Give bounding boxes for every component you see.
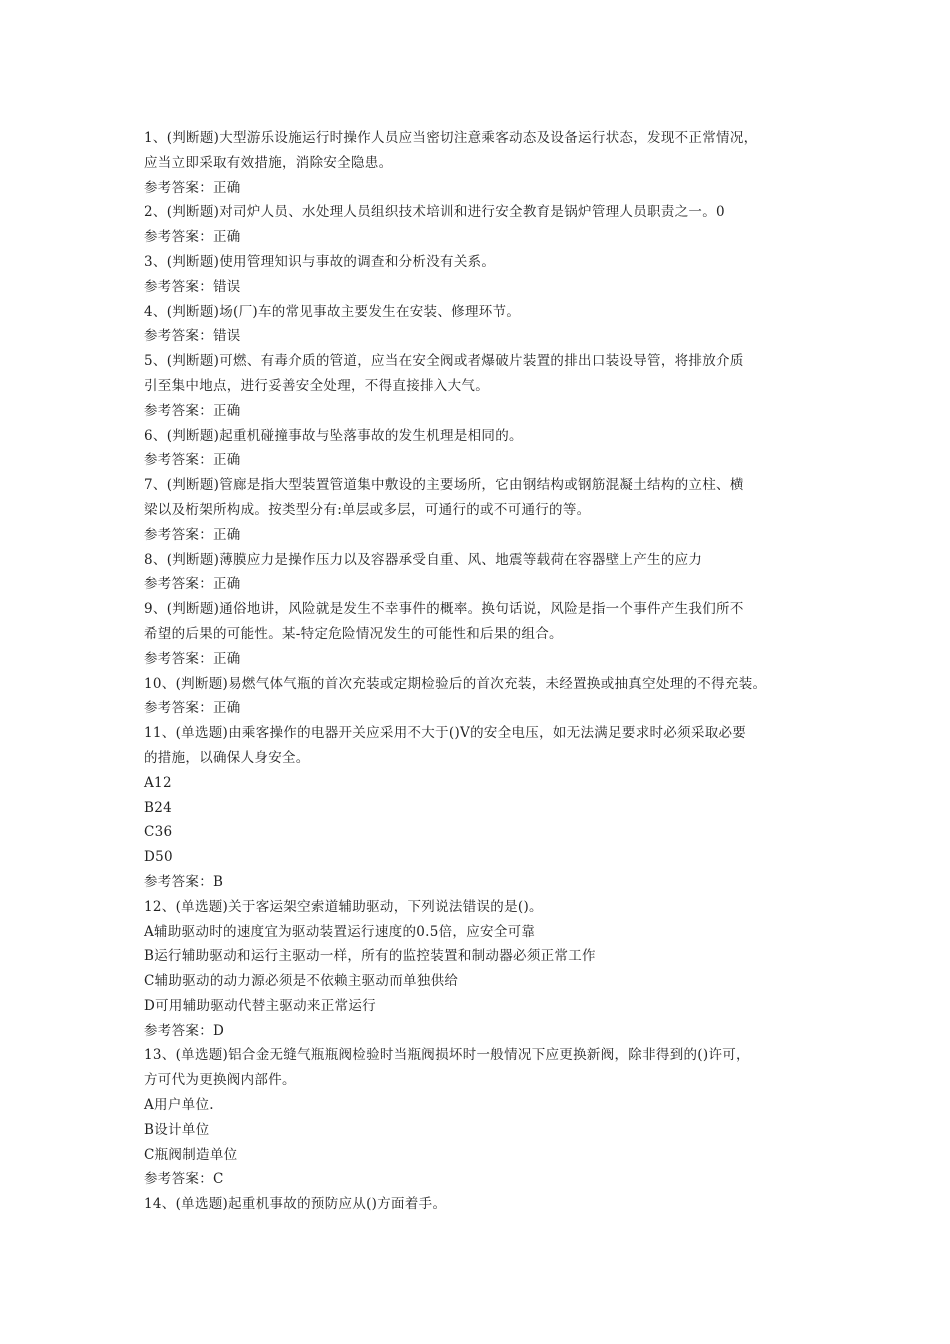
answer-line: 参考答案：正确 <box>144 576 241 593</box>
question-line: 9、(判断题)通俗地讲，风险就是发生不幸事件的概率。换句话说，风险是指一个事件产生我们所不 <box>144 601 744 618</box>
question-line: 11、(单选题)由乘客操作的电器开关应采用不大于()V的安全电压，如无法满足要求时必须采取必要 <box>144 725 747 742</box>
answer-line: 参考答案：正确 <box>144 650 241 667</box>
question-line: 12、(单选题)关于客运架空索道辅助驱动，下列说法错误的是()。 <box>144 898 543 915</box>
question-line: 1、(判断题)大型游乐设施运行时操作人员应当密切注意乘客动态及设备运行状态，发现不正常情况， <box>144 130 758 146</box>
question-line: 3、(判断题)使用管理知识与事故的调查和分析没有关系。 <box>144 253 496 270</box>
option-line: D50 <box>144 849 173 866</box>
answer-line: 参考答案：正确 <box>144 526 241 543</box>
answer-line: 参考答案：D <box>144 1022 225 1039</box>
option-line: B24 <box>144 799 172 816</box>
answer-line: 参考答案：错误 <box>144 328 241 345</box>
option-line: A12 <box>144 774 172 791</box>
question-line: 7、(判断题)管廊是指大型装置管道集中敷设的主要场所，它由钢结构或钢筋混凝土结构的立柱、横 <box>144 477 744 494</box>
text-line: 梁以及桁架所构成。按类型分有:单层或多层，可通行的或不可通行的等。 <box>144 501 591 518</box>
question-line: 6、(判断题)起重机碰撞事故与坠落事故的发生机理是相同的。 <box>144 427 523 444</box>
text-line: 的措施，以确保人身安全。 <box>144 749 310 766</box>
document-body <box>144 126 834 1217</box>
question-line: 10、(判断题)易燃气体气瓶的首次充装或定期检验后的首次充装，未经置换或抽真空处理的不得充装。 <box>144 675 767 692</box>
question-line: 14、(单选题)起重机事故的预防应从()方面着手。 <box>144 1196 447 1213</box>
text-line: 应当立即采取有效措施，消除安全隐患。 <box>144 154 393 171</box>
question-line: 13、(单选题)铝合金无缝气瓶瓶阀检验时当瓶阀损坏时一般情况下应更换新阀，除非得到的()许可， <box>144 1047 750 1064</box>
option-line: C36 <box>144 824 173 841</box>
answer-line: 参考答案：正确 <box>144 402 241 419</box>
answer-line: 参考答案：正确 <box>144 179 241 196</box>
option-line: D可用辅助驱动代替主驱动来正常运行 <box>144 997 376 1014</box>
option-line: B设计单位 <box>144 1121 210 1138</box>
text-line: 希望的后果的可能性。某-特定危险情况发生的可能性和后果的组合。 <box>144 625 563 642</box>
answer-line: 参考答案：正确 <box>144 700 241 717</box>
answer-line: 参考答案：正确 <box>144 452 241 469</box>
text-line: 引至集中地点，进行妥善安全处理，不得直接排入大气。 <box>144 377 489 394</box>
option-line: C辅助驱动的动力源必须是不依赖主驱动而单独供给 <box>144 973 459 990</box>
question-line: 5、(判断题)可燃、有毒介质的管道，应当在安全阀或者爆破片装置的排出口装设导管，将排放介质 <box>144 353 744 370</box>
question-line: 8、(判断题)薄膜应力是操作压力以及容器承受自重、风、地震等载荷在容器壁上产生的应力 <box>144 551 703 568</box>
option-line: A用户单位. <box>144 1097 214 1114</box>
answer-line: 参考答案：错误 <box>144 278 241 295</box>
question-line: 4、(判断题)场(厂)车的常见事故主要发生在安装、修理环节。 <box>144 303 521 320</box>
option-line: A辅助驱动时的速度宜为驱动装置运行速度的0.5倍，应安全可靠 <box>144 923 536 940</box>
answer-line: 参考答案：正确 <box>144 229 241 246</box>
question-line: 2、(判断题)对司炉人员、水处理人员组织技术培训和进行安全教育是锅炉管理人员职责之一。0 <box>144 204 725 221</box>
option-line: B运行辅助驱动和运行主驱动一样，所有的监控装置和制动器必须正常工作 <box>144 948 596 965</box>
answer-line: 参考答案：C <box>144 1171 224 1188</box>
answer-line: 参考答案：B <box>144 873 224 890</box>
text-line: 方可代为更换阀内部件。 <box>144 1072 296 1089</box>
option-line: C瓶阀制造单位 <box>144 1146 238 1163</box>
